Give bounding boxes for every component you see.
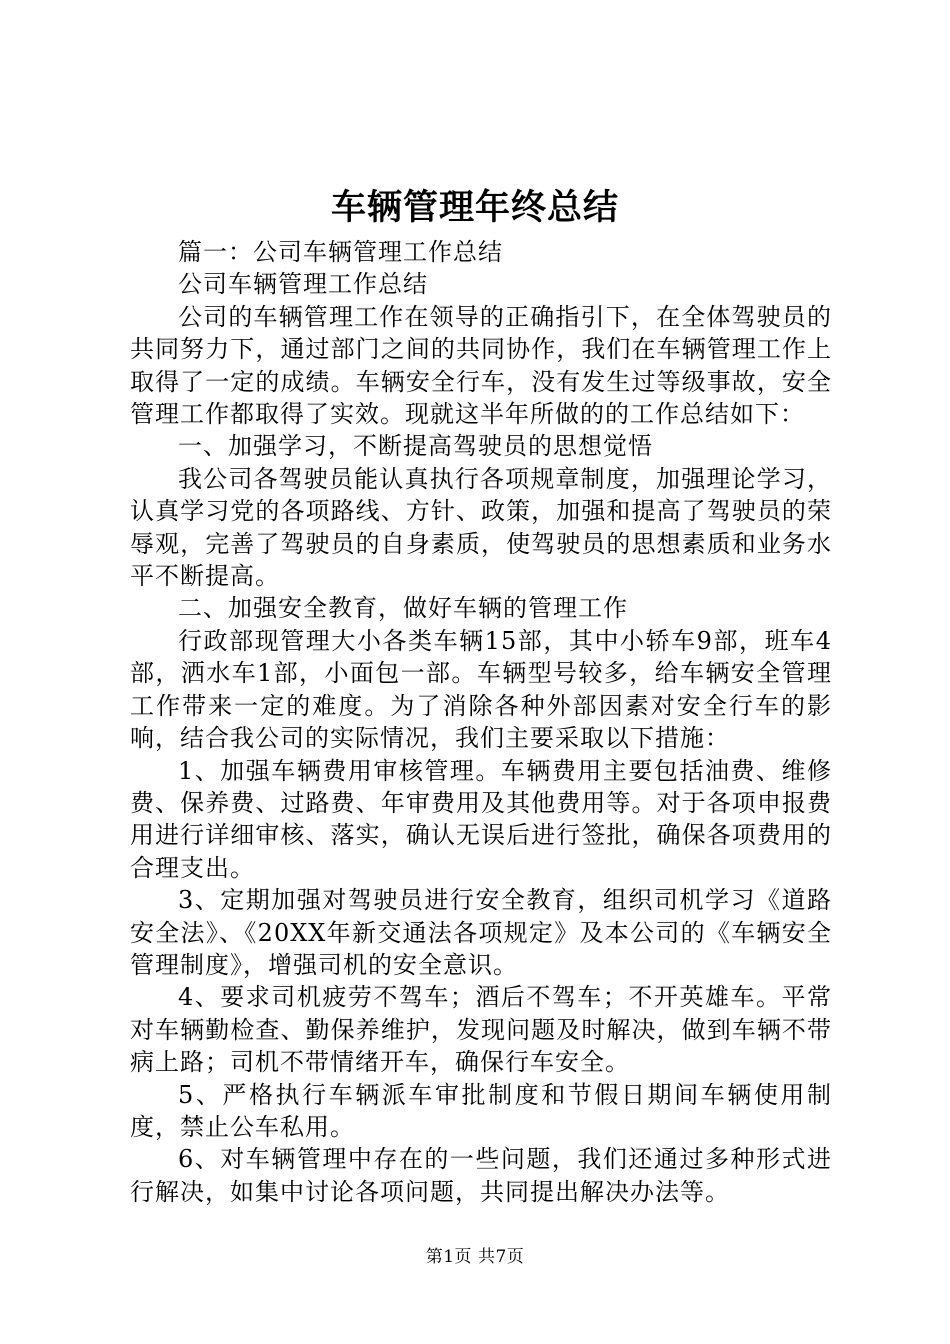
section-heading: 一、加强学习，不断提高驾驶员的思想觉悟 (178, 432, 653, 461)
list-item: 5、严格执行车辆派车审批制度和节假日期间车辆使用制度，禁止公车私用。 (130, 1080, 832, 1141)
body-paragraph: 行政部现管理大小各类车辆15部，其中小轿车9部，班车4部，洒水车1部，小面包一部。车辆型号较多，给车辆安全管理工作带来一定的难度。为了消除各种外部因素对安全行车的影响，结合我公司的实际情况，我们主要采取以下措施： (130, 626, 832, 753)
subheading: 公司车辆管理工作总结 (178, 270, 428, 299)
list-item: 3、定期加强对驾驶员进行安全教育，组织司机学习《道路安全法》、《20XX年新交通法各项规定》及本公司的《车辆安全管理制度》，增强司机的安全意识。 (130, 886, 832, 979)
list-item: 6、对车辆管理中存在的一些问题，我们还通过多种形式进行解决，如集中讨论各项问题，共同提出解决办法等。 (130, 1145, 832, 1206)
document-body (130, 236, 832, 1208)
body-paragraph: 我公司各驾驶员能认真执行各项规章制度，加强理论学习，认真学习党的各项路线、方针、政策，加强和提高了驾驶员的荣辱观，完善了驾驶员的自身素质，使驾驶员的思想素质和业务水平不断提高。 (130, 464, 832, 591)
section-heading: 篇一：公司车辆管理工作总结 (178, 238, 503, 266)
section-heading: 二、加强安全教育，做好车辆的管理工作 (178, 594, 628, 623)
page-footer: 第1页 共7页 (425, 1247, 525, 1267)
list-item: 4、要求司机疲劳不驾车；酒后不驾车；不开英雄车。平常对车辆勤检查、勤保养维护，发现问题及时解决，做到车辆不带病上路；司机不带情绪开车，确保行车安全。 (130, 983, 832, 1077)
list-item: 1、加强车辆费用审核管理。车辆费用主要包括油费、维修费、保养费、过路费、年审费用及其他费用等。对于各项申报费用进行详细审核、落实，确认无误后进行签批，确保各项费用的合理支出。 (130, 756, 832, 882)
body-paragraph: 公司的车辆管理工作在领导的正确指引下，在全体驾驶员的共同努力下，通过部门之间的共同协作，我们在车辆管理工作上取得了一定的成绩。车辆安全行车，没有发生过等级事故，安全管理工作都取得了实效。现就这半年所做的的工作总结如下： (130, 302, 832, 429)
document-title: 车辆管理年终总结 (330, 187, 619, 228)
